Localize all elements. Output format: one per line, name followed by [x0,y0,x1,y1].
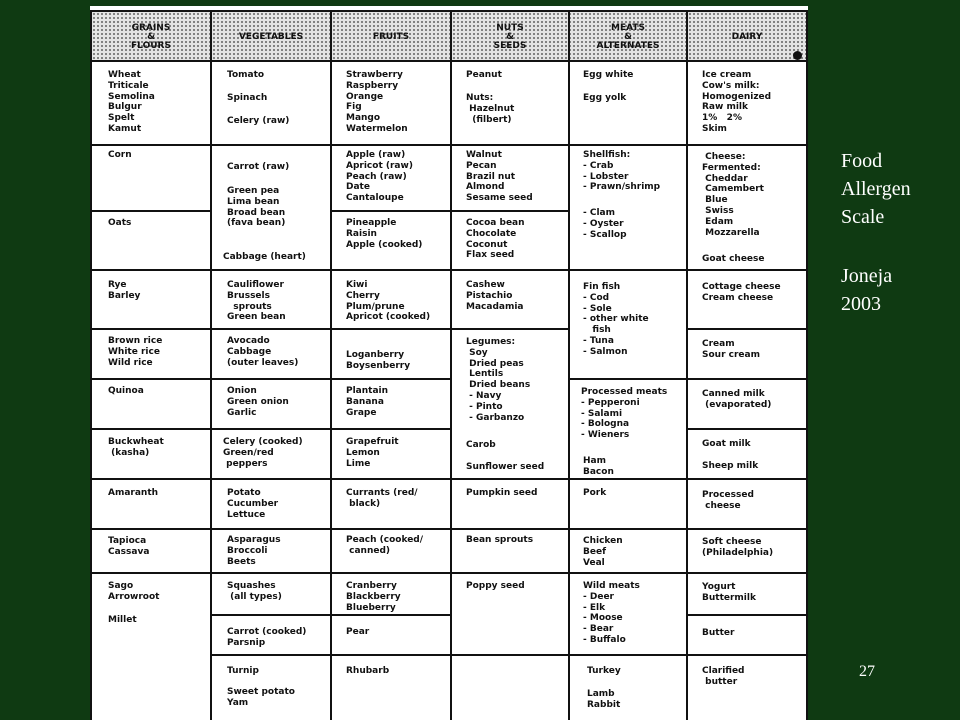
table-cell-fruits: Loganberry Boysenberry [346,350,411,371]
table-rule [92,528,210,530]
table-cell-nuts-seeds: Peanut [466,70,502,80]
table-rule [688,614,806,616]
table-cell-grains: Buckwheat (kasha) [108,437,164,458]
table-rule [212,144,330,146]
table-cell-dairy: Yogurt Buttermilk [702,582,756,603]
table-rule [688,428,806,430]
table-rule [452,144,568,146]
table-cell-meats: Egg yolk [583,93,627,103]
table-cell-vegetables: Tomato [227,70,265,80]
table-rule [332,210,450,212]
table-cell-grains: Sago Arrowroot [108,581,160,602]
table-cell-fruits: Strawberry Raspberry Orange Fig Mango Watermelon [346,70,408,134]
table-rule [570,478,686,480]
table-rule [332,478,450,480]
table-rule [332,572,450,574]
column-header-vegetables: VEGETABLES [238,31,304,42]
table-cell-vegetables: Potato Cucumber Lettuce [227,488,279,520]
table-rule [806,10,808,720]
table-cell-fruits: Peach (cooked/ canned) [346,535,424,556]
table-rule [688,528,806,530]
table-cell-meats: Turkey [587,666,621,676]
table-cell-dairy: Canned milk (evaporated) [702,389,772,410]
table-cell-vegetables: Asparagus Broccoli Beets [227,535,281,567]
table-rule [570,654,686,656]
table-rule [570,269,686,271]
table-cell-fruits: Pear [346,627,370,637]
table-cell-grains: Amaranth [108,488,159,498]
table-cell-vegetables: Carrot (raw) [227,162,290,172]
table-cell-dairy: Clarified butter [702,666,745,687]
table-cell-meats: Lamb Rabbit [587,689,621,710]
table-cell-vegetables: Celery (cooked) Green/red peppers [223,437,303,469]
table-cell-vegetables: Onion Green onion Garlic [227,386,289,418]
table-cell-nuts-seeds: Poppy seed [466,581,525,591]
table-cell-fruits: Kiwi Cherry Plum/prune Apricot (cooked) [346,280,431,323]
table-rule [212,478,330,480]
table-rule [452,269,568,271]
table-cell-fruits: Plantain Banana Grape [346,386,389,418]
table-rule [212,378,330,380]
table-rule [452,572,568,574]
table-rule [688,144,806,146]
column-header-nuts-seeds: NUTS & SEEDS [493,22,527,51]
table-cell-nuts-seeds: Cashew Pistachio Macadamia [466,280,524,312]
table-cell-vegetables: Spinach [227,93,268,103]
table-rule [332,614,450,616]
table-cell-fruits: Rhubarb [346,666,390,676]
page-number: 27 [859,663,875,680]
table-cell-meats: Shellfish: - Crab - Lobster - Prawn/shrimp [583,150,661,193]
allergen-scale-table [90,6,808,720]
table-cell-dairy: Soft cheese (Philadelphia) [702,537,774,558]
table-rule [92,428,210,430]
table-rule [92,572,210,574]
table-cell-fruits: Pineapple Raisin Apple (cooked) [346,218,423,250]
table-cell-meats: - Clam - Oyster - Scallop [583,208,627,240]
table-rule [570,572,686,574]
table-rule [450,10,452,720]
table-cell-grains: Corn [108,150,132,160]
table-cell-meats: Pork [583,488,607,498]
table-rule [688,572,806,574]
table-cell-meats: Fin fish - Cod - Sole - other white fish - Tuna - Salmon [583,282,649,357]
table-rule [332,654,450,656]
table-cell-dairy: Sheep milk [702,461,759,471]
table-rule [92,478,210,480]
table-cell-fruits: Currants (red/ black) [346,488,418,509]
table-rule [452,328,568,330]
table-cell-meats: Wild meats - Deer - Elk - Moose - Bear - Buffalo [583,581,640,645]
table-rule [212,269,330,271]
table-cell-grains: Brown rice White rice Wild rice [108,336,163,368]
table-rule [568,10,570,720]
table-cell-nuts-seeds: Sunflower seed [466,462,545,472]
table-cell-vegetables: Cauliflower Brussels sprouts Green bean [227,280,286,323]
table-cell-vegetables: Sweet potato Yam [227,687,295,708]
table-cell-nuts-seeds: Legumes: Soy Dried peas Lentils Dried beans - Navy - Pinto - Garbanzo [466,337,531,423]
table-rule [92,269,210,271]
table-cell-dairy: Cottage cheese Cream cheese [702,282,781,303]
table-cell-dairy: Processed cheese [702,490,754,511]
table-rule [688,378,806,380]
table-rule [332,144,450,146]
table-rule [212,572,330,574]
table-rule [570,378,686,380]
table-rule [332,528,450,530]
table-cell-grains: Wheat Triticale Semolina Bulgur Spelt Kamut [108,70,155,134]
table-cell-grains: Millet [108,615,137,625]
table-cell-dairy: Cheese: Fermented: Cheddar Camembert Blue Swiss Edam Mozzarella [702,152,764,238]
table-rule [570,144,686,146]
table-cell-dairy: Goat cheese [702,254,765,264]
table-rule [688,269,806,271]
table-cell-meats: Processed meats - Pepperoni - Salami - Bologna - Wieners [581,387,668,441]
table-cell-nuts-seeds: Nuts: Hazelnut (filbert) [466,93,515,125]
table-cell-vegetables: Avocado Cabbage (outer leaves) [227,336,299,368]
table-cell-dairy: Cream Sour cream [702,339,760,360]
table-rule [212,328,330,330]
table-rule [688,328,806,330]
table-rule [90,10,92,720]
column-header-grains: GRAINS & FLOURS [131,22,171,51]
table-cell-vegetables: Squashes (all types) [227,581,282,602]
slide-caption: Food Allergen Scale [841,150,911,228]
table-rule [332,328,450,330]
table-cell-meats: Chicken Beef Veal [583,536,623,568]
table-rule [212,614,330,616]
column-header-dairy: DAIRY [731,31,763,42]
table-cell-vegetables: Cabbage (heart) [223,252,306,262]
table-cell-meats: Egg white [583,70,634,80]
table-rule [332,269,450,271]
table-rule [688,654,806,656]
table-cell-dairy: Ice cream Cow's milk: Homogenized Raw milk 1% 2% Skim [702,70,772,134]
slide-citation: Joneja 2003 [841,265,893,315]
table-cell-grains: Tapioca Cassava [108,536,150,557]
table-rule [452,654,568,656]
table-rule [452,210,568,212]
table-rule [212,528,330,530]
column-header-meats: MEATS & ALTERNATES [596,22,660,51]
table-cell-vegetables: Green pea Lima bean Broad bean (fava bean) [227,186,286,229]
column-header-fruits: FRUITS [372,31,410,42]
table-cell-vegetables: Turnip [227,666,259,676]
table-rule [92,378,210,380]
table-cell-fruits: Cranberry Blackberry Blueberry [346,581,401,613]
table-cell-vegetables: Carrot (cooked) Parsnip [227,627,307,648]
table-rule [212,654,330,656]
table-rule [688,478,806,480]
table-cell-fruits: Grapefruit Lemon Lime [346,437,399,469]
table-rule [452,478,568,480]
table-cell-grains: Rye Barley [108,280,141,301]
table-rule [332,428,450,430]
table-rule [92,210,210,212]
table-rule [92,328,210,330]
table-rule [570,528,686,530]
table-rule [332,378,450,380]
table-cell-nuts-seeds: Carob [466,440,496,450]
table-cell-dairy: Goat milk [702,439,751,449]
table-cell-dairy: Butter [702,628,735,638]
table-rule [452,528,568,530]
table-cell-nuts-seeds: Bean sprouts [466,535,534,545]
table-cell-fruits: Apple (raw) Apricot (raw) Peach (raw) Date Cantaloupe [346,150,413,204]
table-cell-vegetables: Celery (raw) [227,116,290,126]
table-cell-nuts-seeds: Cocoa bean Chocolate Coconut Flax seed [466,218,525,261]
table-cell-nuts-seeds: Walnut Pecan Brazil nut Almond Sesame seed [466,150,533,204]
table-rule [212,428,330,430]
table-cell-grains: Quinoa [108,386,144,396]
table-cell-grains: Oats [108,218,132,228]
table-rule [92,144,210,146]
table-cell-meats: Ham Bacon [583,456,614,477]
table-cell-nuts-seeds: Pumpkin seed [466,488,538,498]
